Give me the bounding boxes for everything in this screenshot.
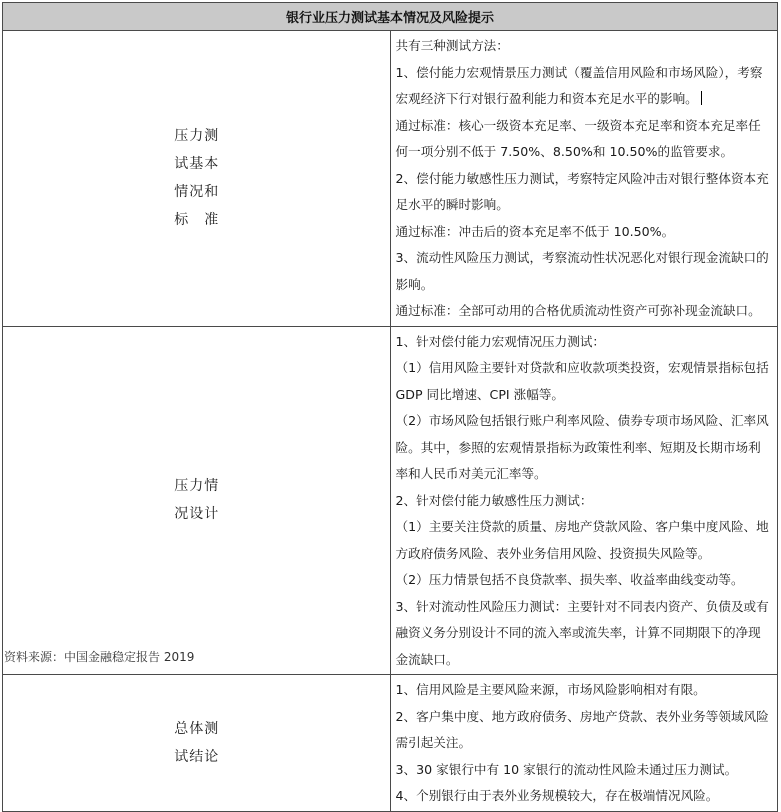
paragraph: 通过标准：核心一级资本充足率、一级资本充足率和资本充足率任何一项分别不低于 7.50%、8.50%和 10.50%的监管要求。 (395, 117, 761, 159)
section-row-basics (3, 31, 778, 327)
section-row-design (3, 326, 778, 675)
paragraph-text: 1、偿付能力宏观情景压力测试（覆盖信用风险和市场风险），考察宏观经济下行对银行盈利能力和资本充足水平的影响。 (395, 64, 763, 106)
paragraph: 共有三种测试方法： (395, 38, 509, 53)
paragraph: 通过标准：冲击后的资本充足率不低于 10.50%。 (395, 223, 675, 239)
paragraph: 2、针对偿付能力敏感性压力测试： (395, 492, 593, 508)
paragraph: 1、信用风险是主要风险来源，市场风险影响相对有限。 (395, 682, 706, 697)
section-label-cell (3, 675, 391, 812)
paragraph: 3、30 家银行中有 10 家银行的流动性风险未通过压力测试。 (395, 761, 738, 777)
paragraph: （2）压力情景包括不良贷款率、损失率、收益率曲线变动等。 (395, 572, 744, 587)
section-label: 压力测试基本情况和标准 (174, 128, 219, 229)
stress-test-table (2, 2, 778, 812)
table-title-row (3, 3, 778, 31)
paragraph (396, 60, 774, 113)
table-title: 银行业压力测试基本情况及风险提示 (3, 3, 778, 31)
paragraph: 1、针对偿付能力宏观情况压力测试： (395, 333, 606, 349)
paragraph: （1）主要关注贷款的质量、房地产贷款风险、客户集中度风险、地方政府债务风险、表外业务信用风险、投资损失风险等。 (395, 519, 769, 561)
risk-summary-document (2, 2, 778, 812)
paragraph: 4、个别银行由于表外业务规模较大，存在极端情况风险。 (395, 788, 719, 803)
paragraph: （1）信用风险主要针对贷款和应收款项类投资，宏观情景指标包括 GDP 同比增速、CPI 涨幅等。 (395, 360, 769, 402)
section-content (390, 675, 778, 812)
paragraph: 2、偿付能力敏感性压力测试，考察特定风险冲击对银行整体资本充足水平的瞬时影响。 (395, 170, 769, 212)
section-label-cell (3, 326, 391, 675)
paragraph: 3、针对流动性风险压力测试：主要针对不同表内资产、负债及或有融资义务分别设计不同的流入率或流失率，计算不同期限下的净现金流缺口。 (395, 598, 769, 667)
paragraph: 2、客户集中度、地方政府债务、房地产贷款、表外业务等领域风险需引起关注。 (395, 708, 769, 750)
section-label: 压力情况设计 (174, 478, 219, 523)
section-content (390, 326, 778, 675)
section-content (390, 31, 778, 327)
section-row-conclusion (3, 675, 778, 812)
text-cursor (701, 91, 702, 105)
paragraph: 通过标准：全部可动用的合格优质流动性资产可弥补现金流缺口。 (395, 303, 761, 318)
paragraph: 3、流动性风险压力测试，考察流动性状况恶化对银行现金流缺口的影响。 (395, 250, 769, 292)
paragraph: （2）市场风险包括银行账户利率风险、债券专项市场风险、汇率风险。其中，参照的宏观情景指标为政策性利率、短期及长期市场利率和人民币对美元汇率等。 (395, 413, 769, 481)
source-note: 资料来源：中国金融稳定报告 2019 (4, 650, 195, 664)
section-label-cell (3, 31, 391, 327)
section-label: 总体测试结论 (174, 720, 219, 765)
